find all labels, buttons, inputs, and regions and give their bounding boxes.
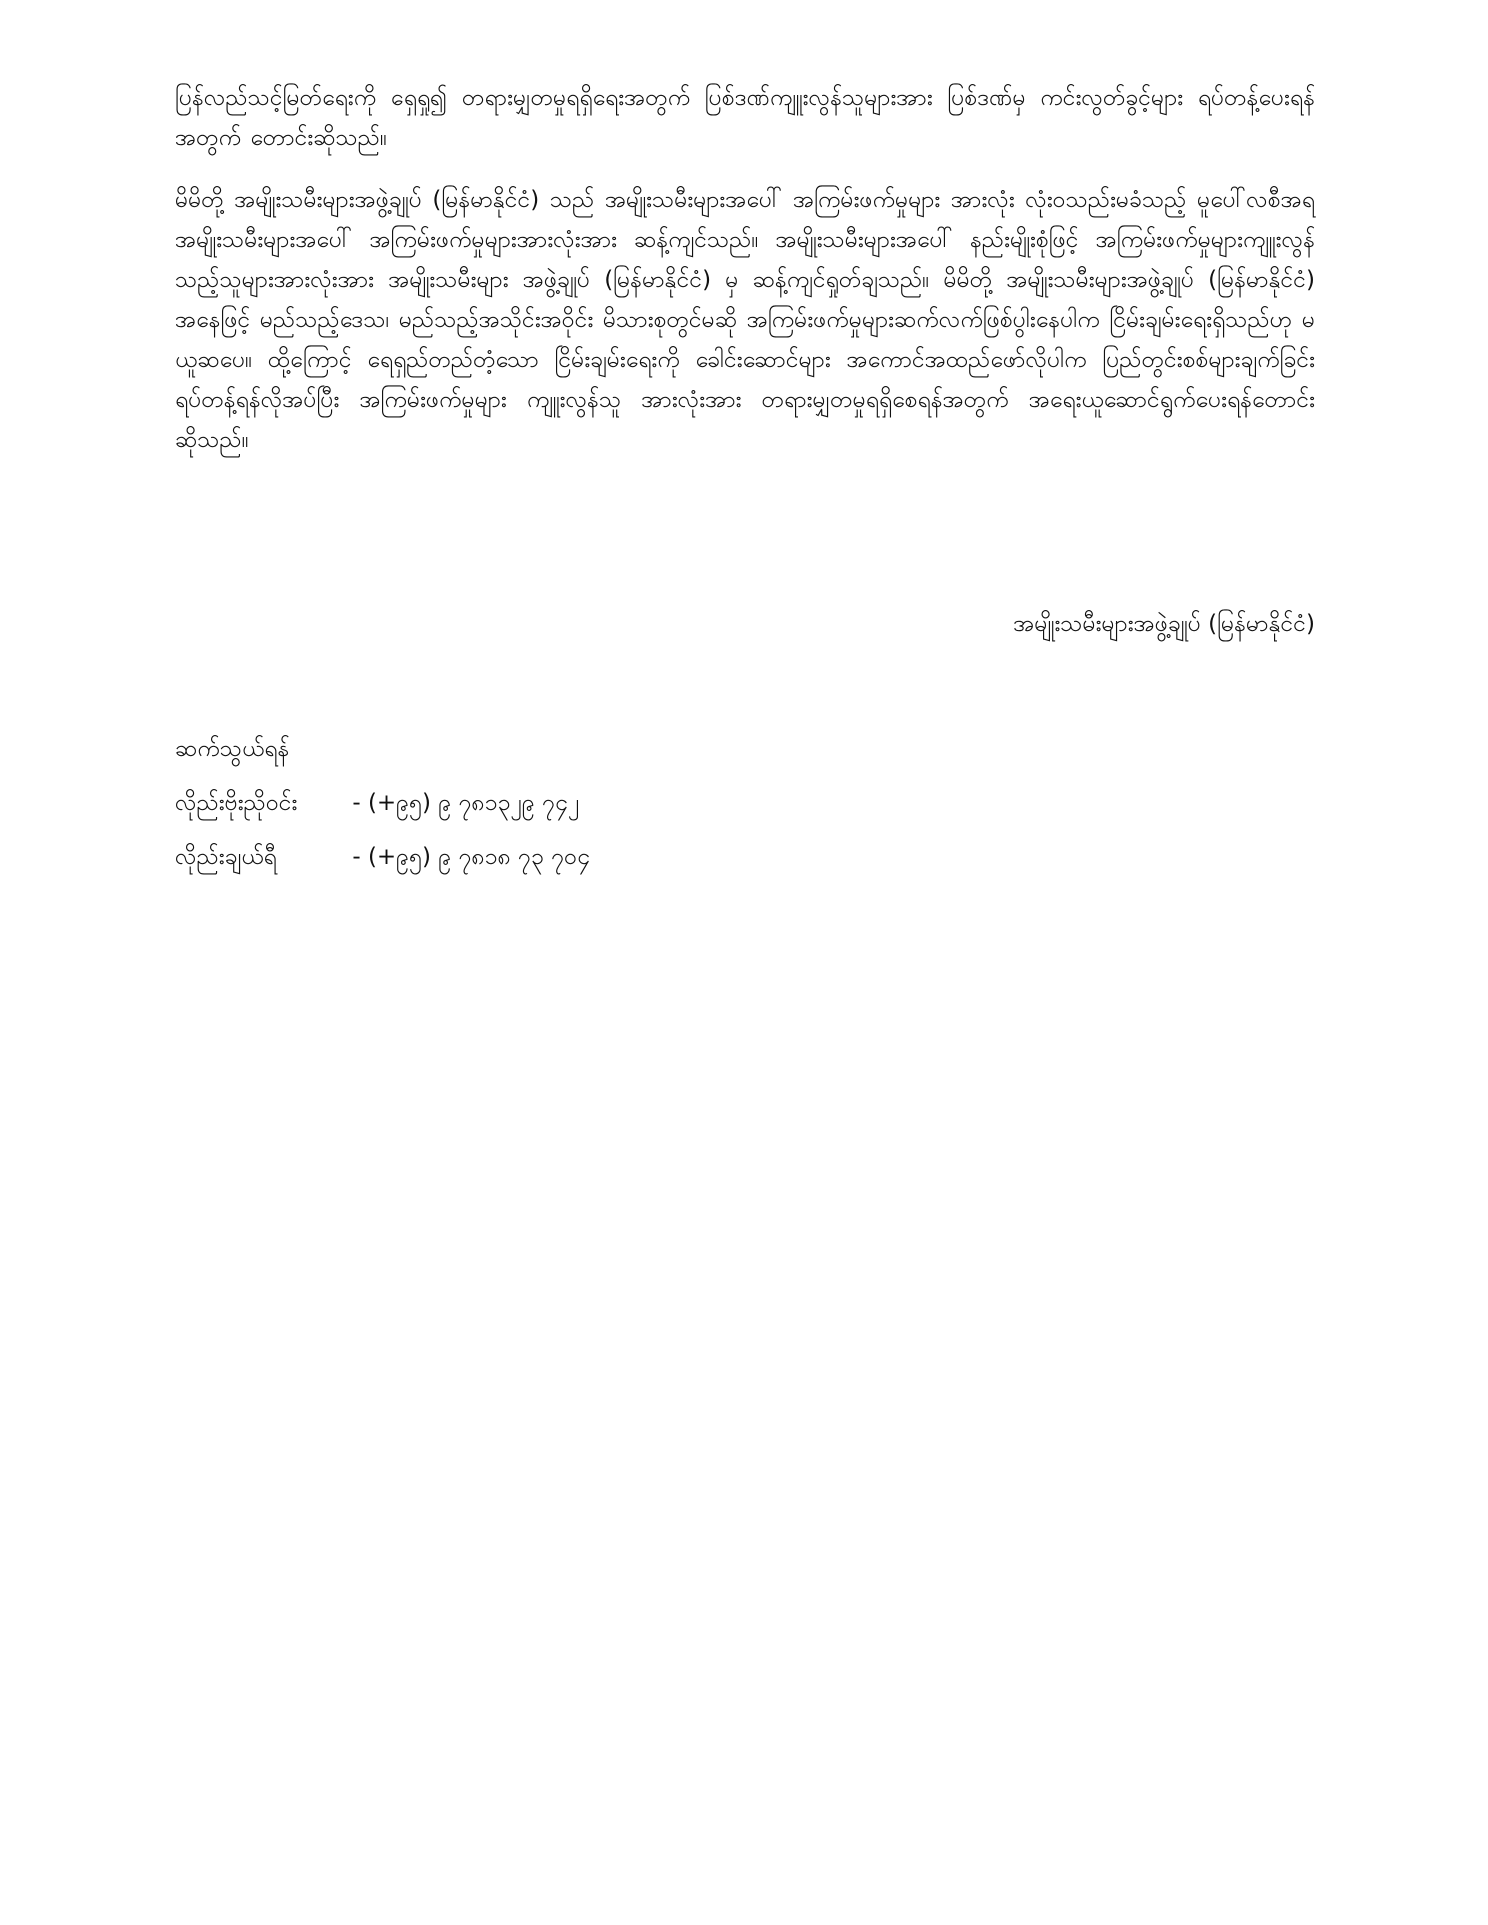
contact-row bbox=[175, 783, 1075, 823]
paragraph-2: မိမိတို့ အမျိုးသမီးများအဖွဲ့ချုပ် (မြန်မာနိုင်ငံ) သည် အမျိုးသမီးများအပေါ် အကြမ်းဖက်မှုများ အားလုံး လုံးဝသည်းမခံသည့် မူပေါ်လစီအရ အမျိုးသမီးများအပေါ် အကြမ်းဖက်မှုများအားလုံးအား ဆန့်ကျင်သည်။ အမျိုးသမီးများအပေါ် နည်းမျိုးစုံဖြင့် အကြမ်းဖက်မှုများကျူးလွန်သည့်သူများအားလုံးအား အမျိုးသမီးများ အဖွဲ့ချုပ် (မြန်မာနိုင်ငံ) မှ ဆန့်ကျင်ရှုတ်ချသည်။ မိမိတို့ အမျိုးသမီးများအဖွဲ့ချုပ် (မြန်မာနိုင်ငံ) အနေဖြင့် မည်သည့်ဒေသ၊ မည်သည့်အသိုင်းအဝိုင်း မိသားစုတွင်မဆို အကြမ်းဖက်မှုများဆက်လက်ဖြစ်ပွါးနေပါက ငြိမ်းချမ်းရေးရှိသည်ဟု မယူဆပေ။ ထို့ကြောင့် ရေရှည်တည်တံ့သော ငြိမ်းချမ်းရေးကို ခေါင်းဆောင်များ အကောင်အထည်ဖော်လိုပါက ပြည်တွင်းစစ်များချက်ခြင်းရပ်တန့်ရန်လိုအပ်ပြီး အကြမ်းဖက်မှုများ ကျူးလွန်သူ အားလုံးအား တရားမျှတမှုရရှိစေရန်အတွက် အရေးယူဆောင်ရွက်ပေးရန်တောင်းဆိုသည်။ bbox=[175, 187, 1315, 453]
contact-name: လိုည်းချယ်ရီ bbox=[175, 844, 277, 870]
contact-row bbox=[175, 837, 1075, 877]
contact-section bbox=[175, 729, 1075, 891]
contact-heading: ဆက်သွယ်ရန် bbox=[175, 736, 290, 762]
contact-name: လိုည်းဗိုးညိုဝင်း bbox=[175, 790, 298, 816]
paragraph-1: ပြန်လည်သင့်မြတ်ရေးကို ရှေရှု၍ တရားမျှတမှုရရှိရေးအတွက် ပြစ်ဒဏ်ကျူးလွန်သူများအား ပြစ်ဒဏ်မှ ကင်းလွတ်ခွင့်များ ရပ်တန့်ပေးရန် အတွက် တောင်းဆိုသည်။ bbox=[175, 85, 1315, 151]
contact-phone: (+၉၅) ၉ ၇၈၁၈ ၇၃ ၇၀၄ bbox=[367, 844, 591, 870]
contact-phone: (+၉၅) ၉ ၇၈၁၃၂၉ ၇၄၂ bbox=[367, 790, 580, 816]
contact-separator: - bbox=[352, 844, 361, 870]
letter-body bbox=[175, 78, 1315, 460]
signature: အမျိုးသမီးများအဖွဲ့ချုပ် (မြန်မာနိုင်ငံ) bbox=[1013, 611, 1315, 637]
contact-separator: - bbox=[352, 790, 361, 816]
